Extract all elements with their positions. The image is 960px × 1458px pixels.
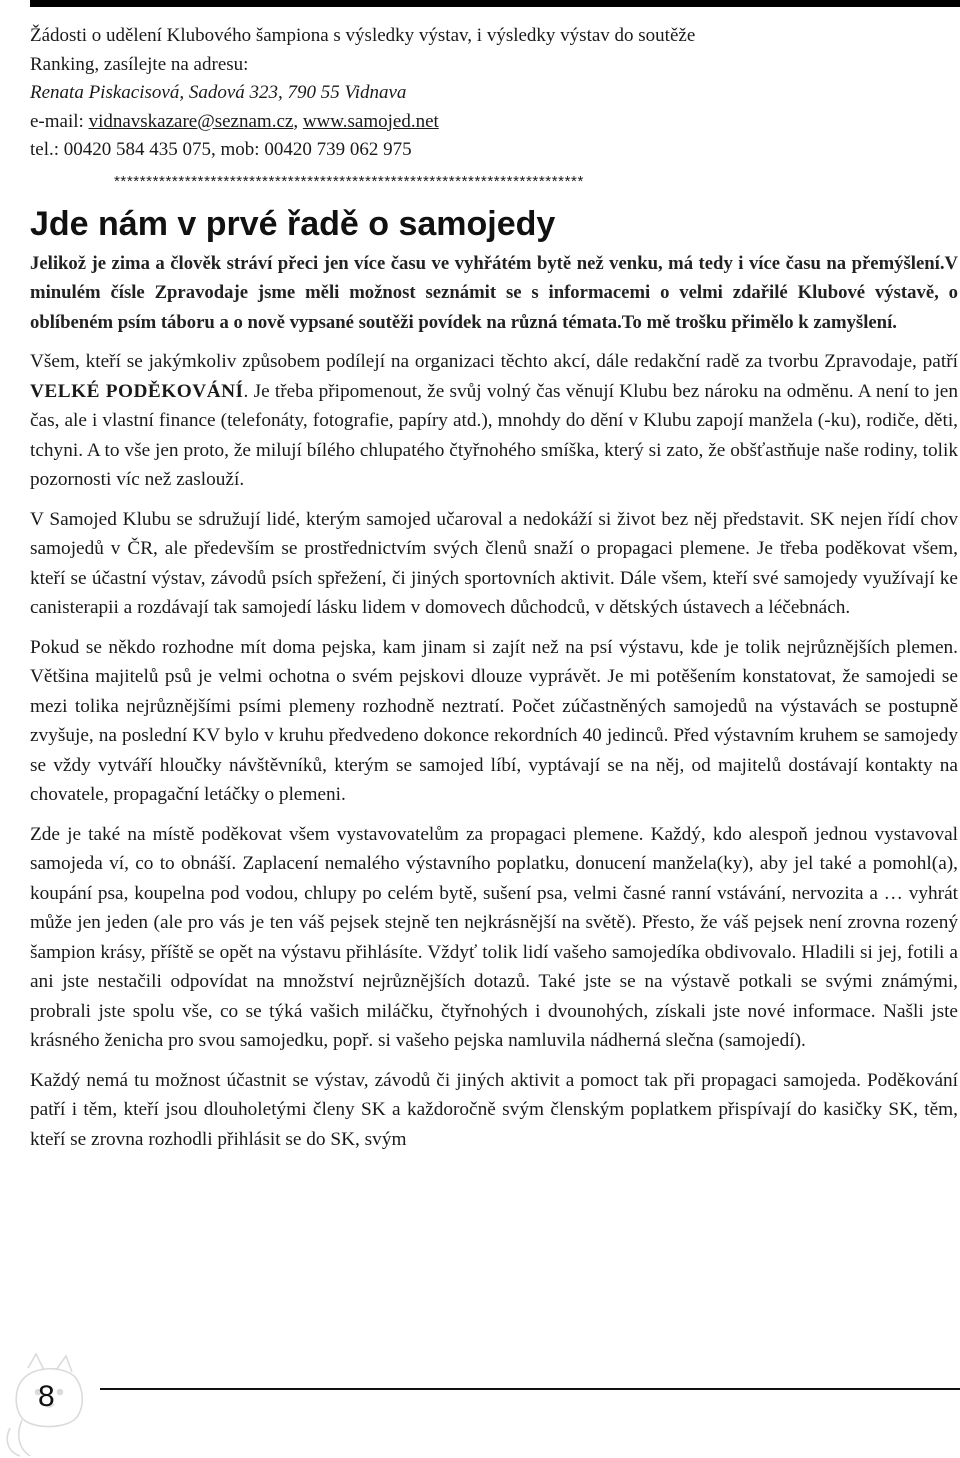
website-link[interactable]: www.samojed.net [302,110,439,132]
footer-rule [100,1388,960,1390]
contact-line-1: Žádosti o udělení Klubového šampiona s výsledky výstav, i výsledky výstav do soutěže [30,25,696,46]
article-paragraph-2: V Samojed Klubu se sdružují lidé, kterým samojed učaroval a nedokáží si život bez něj představit. SK nejen řídí chov samojedů v ČR, ale především se prostřednictvím svých členů snaží o propagaci plemene. Je třeba poděkovat všem, kteří se účastní výstav, závodů psích spřežení, či jiných sportovních aktivit. Dále všem, kteří své samojedy využívají ke canisterapii a rozdávají tak samojedí lásku lidem v domovech důchodců, v dětských ústavech a léčebnách. [30,508,958,618]
paragraph-1-start: Všem, kteří se jakýmkoliv způsobem podílejí na organizaci těchto akcí, dále redakční radě za tvorbu Zpravodaje, patří [30,351,958,372]
article-paragraph-3: Pokud se někdo rozhodne mít doma pejska, kam jinam si zajít než na psí výstavu, kde je tolik nejrůznějších plemen. Většina majitelů psů je velmi ochotna o svém pejskovi dlouze vyprávět. Je mi potěšením konstatovat, že samojedi se mezi tolika nejrůznějšími psími plemeny rozhodně neztratí. Počet zúčastněných samojedů na výstavách se postupně zvyšuje, na poslední KV bylo v kruhu předvedeno dokonce rekordních 40 jedinců. Před výstavním kruhem se samojedy se vždy vytváří hloučky návštěvníků, kterým se samojed líbí, vyptávají se na něj, od majitelů dostávají kontakty na chovatele, propagační letáčky o plemeni. [30,636,958,805]
paragraph-1-end: . Je třeba připomenout, že svůj volný čas věnují Klubu bez nároku na odměnu. A není to jen čas, ale i vlastní finance (telefonáty, fotografie, papíry atd.), mnohdy do dění v Klubu zapojí manžela (-ku), rodiče, děti, tchyni. A to vše jen proto, že milují bílého chlupatého čtyřnohého smíška, který si zato, že obšťastňuje naše rodiny, tolik pozornosti víc než zaslouží. [30,380,959,490]
page-number: 8 [38,1380,55,1413]
contact-phone: tel.: 00420 584 435 075, mob: 00420 739 062 975 [30,139,412,160]
contact-separator: , [293,110,303,132]
contact-block [30,22,958,165]
contact-address: Renata Piskacisová, Sadová 323, 790 55 Vidnava [30,82,407,103]
article-paragraph-5: Každý nemá tu možnost účastnit se výstav, závodů či jiných aktivit a pomoct tak při propagaci samojeda. Poděkování patří i těm, kteří jsou dlouholetými členy SK a každoročně svým členským poplatkem přispívají do kasičky SK, těm, kteří se zrovna rozhodli přihlásit se do SK, svým [30,1069,958,1150]
article-intro: Jelikož je zima a člověk stráví přeci jen více času ve vyhřátém bytě než venku, má tedy i více času na přemýšlení.V minulém čísle Zpravodaje jsme měli možnost seznámit se s informacemi o velmi zdařilé Klubové výstavě, o oblíbeném psím táboru a o nově vypsané soutěži povídek na různá témata.To mě trošku přimělo k zamyšlení. [30,252,958,333]
article-paragraph-1 [30,347,958,495]
star-separator: ************************************************************************* [114,172,584,190]
email-label: e-mail: [30,110,89,132]
thanks-emphasis: VELKÉ PODĚKOVÁNÍ [30,380,244,402]
article-paragraph-4: Zde je také na místě poděkovat všem vystavovatelům za propagaci plemene. Každý, kdo alespoň jednou vystavoval samojeda ví, co to obnáší. Zaplacení nemalého výstavního poplatku, donucení manžela(ky), aby jel také a pomohl(a), koupání psa, koupelna pod vodou, chlupy po celém bytě, sušení psa, velmi časné ranní vstávání, nervozita a … vyhrát může jen jeden (ale pro vás je ten váš pejsek stejně ten nejkrásnější na světě). Přesto, že váš pejsek není zrovna rozený šampion krásy, příště se opět na výstavu přihlásíte. Vždyť tolik lidí vašeho samojedíka obdivovalo. Hladili si jej, fotili a ani jste nestačili odpovídat na množství nejrůznějších dotazů. Také jste se na výstavě potkali se svými známými, probrali jste spolu vše, co se týká vašich miláčku, čtyřnohých i dvounohých, získali jste nové informace. Našli jste krásného ženicha pro svou samojedku, popř. si vašeho pejska namluvila nádherná slečna (samojedí). [30,823,958,1051]
contact-line-2: Ranking, zasílejte na adresu: [30,53,249,75]
top-rule [30,0,960,7]
article-title: Jde nám v prvé řadě o samojedy [30,204,556,243]
page-content [30,22,958,1154]
samoyed-dog-icon [0,1348,110,1458]
contact-email-line [30,108,958,137]
email-link[interactable]: vidnavskazare@seznam.cz [88,110,294,132]
